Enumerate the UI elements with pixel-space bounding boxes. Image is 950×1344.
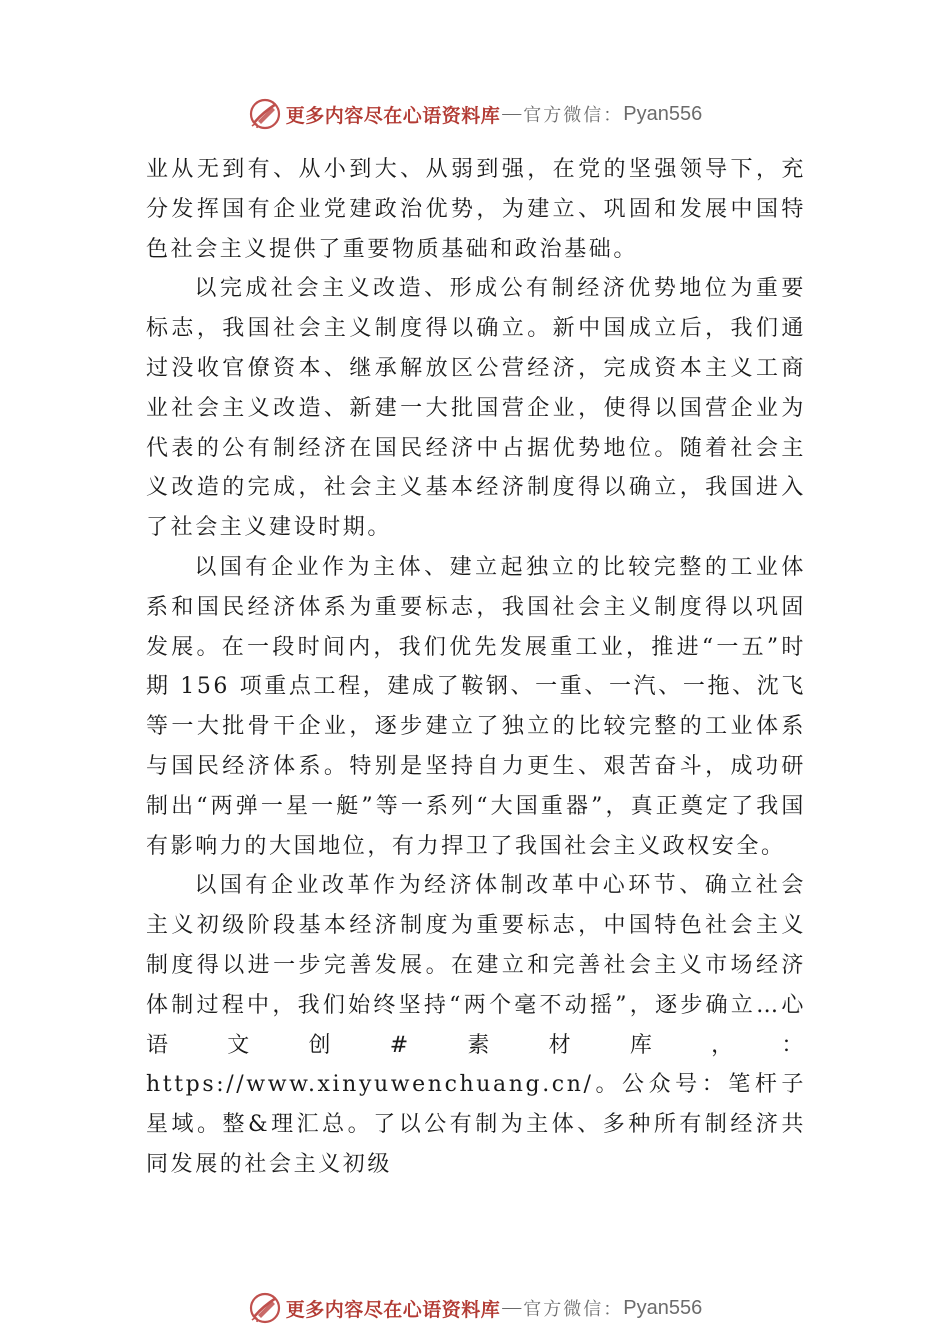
footer-banner — [0, 1290, 950, 1326]
footer-dash: — — [502, 1297, 522, 1318]
paragraph-2: 以完成社会主义改造、形成公有制经济优势地位为重要标志，我国社会主义制度得以确立。新中国成立后，我们通过没收官僚资本、继承解放区公营经济，完成资本主义工商业社会主义改造、新建一大批国营企业，使得以国营企业为代表的公有制经济在国民经济中占据优势地位。随着社会主义改造的完成，社会主义基本经济制度得以确立，我国进入了社会主义建设时期。 — [146, 276, 806, 541]
header-dash: — — [502, 103, 522, 124]
document-body — [146, 150, 806, 1185]
pen-logo-icon — [248, 97, 282, 131]
paragraph-1: 业从无到有、从小到大、从弱到强，在党的坚强领导下，充分发挥国有企业党建政治优势，为建立、巩固和发展中国特色社会主义提供了重要物质基础和政治基础。 — [146, 157, 806, 262]
pen-logo-icon — [248, 1291, 282, 1325]
header-brand: 更多内容尽在心语资料库 — [285, 104, 501, 127]
header-banner — [0, 96, 950, 132]
footer-brand: 更多内容尽在心语资料库 — [285, 1298, 501, 1321]
header-wechat-handle: Pyan556 — [623, 102, 703, 125]
footer-wechat-label: 官方微信： — [523, 1299, 624, 1320]
paragraph-3: 以国有企业作为主体、建立起独立的比较完整的工业体系和国民经济体系为重要标志，我国社会主义制度得以巩固发展。在一段时间内，我们优先发展重工业，推进“一五”时期 156 项重点工程，建成了鞍钢、一重、一汽、一拖、沈飞等一大批骨干企业，逐步建立了独立的比较完整的工业体系与国民经济体系。特别是坚持自力更生、艰苦奋斗，成功研制出“两弹一星一艇”等一系列“大国重器”，真正奠定了我国有影响力的大国地位，有力捍卫了我国社会主义政权安全。 — [146, 554, 806, 859]
paragraph-4: 以国有企业改革作为经济体制改革中心环节、确立社会主义初级阶段基本经济制度为重要标志，中国特色社会主义制度得以进一步完善发展。在建立和完善社会主义市场经济体制过程中，我们始终坚持“两个毫不动摇”，逐步确立…心语文创#素材库，：https://www.xinyuwenchuang.cn/。公众号：笔杆子星域。整&理汇总。了以公有制为主体、多种所有制经济共同发展的社会主义初级 — [146, 873, 806, 1177]
footer-wechat-handle: Pyan556 — [623, 1296, 703, 1319]
header-wechat-label: 官方微信： — [523, 105, 624, 126]
